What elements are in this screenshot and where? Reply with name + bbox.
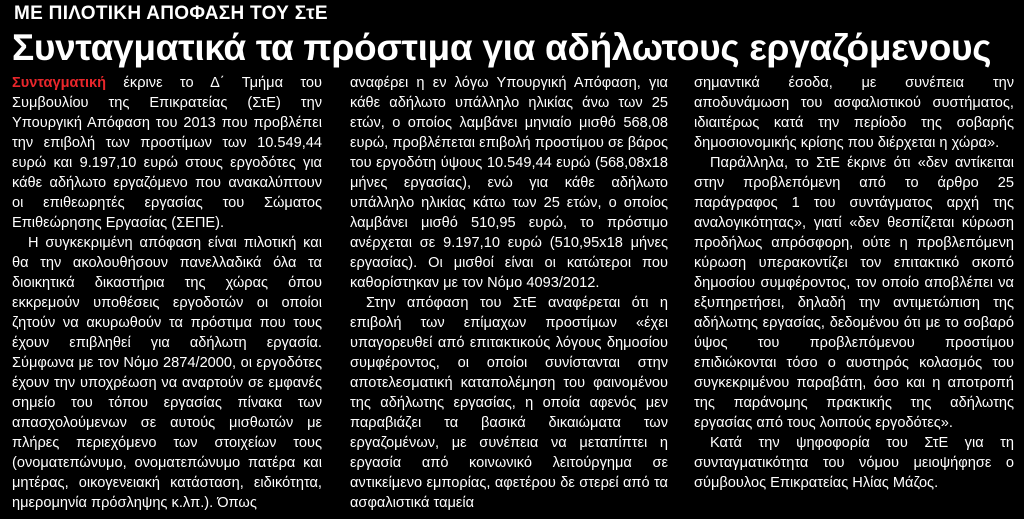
paragraph: Στην απόφαση του ΣτΕ αναφέρεται ότι η επιβολή των επίμαχων προστίμων «έχει υπαγορευθεί από επιτακτικούς λόγους δημοσίου συμφέροντος, οι οποίοι συνίστανται στην αποτελεσματική καταπολέμηση του φαινομένου της αδήλωτης εργασίας, η οποία αφενός μεν παραβιάζει τα βασικά δικαιώματα των εργαζομένων, με συνέπεια να μεταπίπτει η εργασία από κοινωνικό λειτούργημα σε αντικείμενο εμπορίας, αφετέρου δε στερεί από τα ασφαλιστικά ταμεία [350,295,668,511]
article-column-2 [350,73,668,519]
article-headline: Συνταγματικά τα πρόστιμα για αδήλωτους εργαζόμενους [12,27,992,68]
paragraph: σημαντικά έσοδα, με συνέπεια την αποδυνάμωση του ασφαλιστικού συστήματος, ιδιαιτέρως κατά την περίοδο της σοβαρής δημοσιονομικής κρίσης που διέρχεται η χώρα». [694,75,1014,151]
paragraph: Η συγκεκριμένη απόφαση είναι πιλοτική και θα την ακολουθήσουν πανελλαδικά όλα τα διοικητικά δικαστήρια της χώρας όπου εκκρεμούν υποθέσεις εργοδοτών οι οποίοι ζητούν να ακυρωθούν τα πρόστιμα που τους έχουν επιβληθεί για αδήλωτη εργασία. Σύμφωνα με τον Νόμο 2874/2000, οι εργοδότες έχουν την υποχρέωση να αναρτούν σε εμφανές σημείο του τόπου εργασίας πίνακα των απασχολούμενων σε αυτούς μισθωτών με πλήρες περιεχόμενο των στοιχείων τους (ονοματεπώνυμο, ονοματεπώνυμο πατέρα και μητέρας, οικογενειακή κατάσταση, ειδικότητα, ημερομηνία πρόσληψης κ.λπ.). Όπως [12,235,322,511]
paragraph: αναφέρει η εν λόγω Υπουργική Απόφαση, για κάθε αδήλωτο υπάλληλο ηλικίας άνω των 25 ετών, ο οποίος λαμβάνει μηνιαίο μισθό 568,08 ευρώ, προβλέπεται επιβολή προστίμου σε βάρος του εργοδότη ύψους 10.549,44 ευρώ (568,08x18 μήνες εργασίας), ενώ για κάθε αδήλωτο υπάλληλο ηλικίας κάτω των 25 ετών, ο οποίος λαμβάνει μισθό 510,95 ευρώ, το πρόστιμο ανέρχεται σε 9.197,10 ευρώ (510,95x18 μήνες εργασίας). Οι μισθοί είναι οι κατώτεροι που καθορίστηκαν με τον Νόμο 4093/2012. [350,75,668,291]
lead-word: Συνταγματική [12,75,107,91]
article-body [12,73,1014,519]
article-column-3 [694,73,1014,519]
paragraph-text: έκρινε το Δ΄ Τμήμα του Συμβουλίου της Επικρατείας (ΣτΕ) την Υπουργική Απόφαση του 2013 που προβλέπει την επιβολή των προστίμων των 10.549,44 ευρώ και 9.197,10 ευρώ στους εργοδότες για κάθε αδήλωτο εργαζόμενο που ανακαλύπτουν οι επιθεωρητές εργασίας του Σώματος Επιθεώρησης Εργασίας (ΣΕΠΕ). [12,75,322,231]
paragraph: Κατά την ψηφοφορία του ΣτΕ για τη συνταγματικότητα του νόμου μειοψήφησε ο σύμβουλος Επικρατείας Ηλίας Μάζος. [694,435,1014,491]
paragraph [12,73,322,233]
article-column-1 [12,73,322,519]
paragraph: Παράλληλα, το ΣτΕ έκρινε ότι «δεν αντίκειται στην προβλεπόμενη από το άρθρο 25 παράγραφος 1 του συντάγματος αρχή της αναλογικότητας», γιατί «δεν θεσπίζεται κύρωση προδήλως απρόσφορη, ούτε η προβλεπόμενη κύρωση υπερακοντίζει τον επιτακτικό σκοπό δημοσίου συμφέροντος, τον οποίο αποβλέπει να εξυπηρετήσει, δηλαδή την αντιμετώπιση της αδήλωτης εργασίας, δεδομένου ότι με το σοβαρό ύψος του προβλεπόμενου προστίμου επιδιώκονται τόσο ο αυστηρός κολασμός του συγκεκριμένου παραβάτη, όσο και η αποτροπή της παράνομης πρακτικής της αδήλωτης εργασίας από τους λοιπούς εργοδότες». [694,155,1014,431]
article-kicker: ΜΕ ΠΙΛΟΤΙΚΗ ΑΠΟΦΑΣΗ ΤΟΥ ΣτΕ [14,3,328,24]
